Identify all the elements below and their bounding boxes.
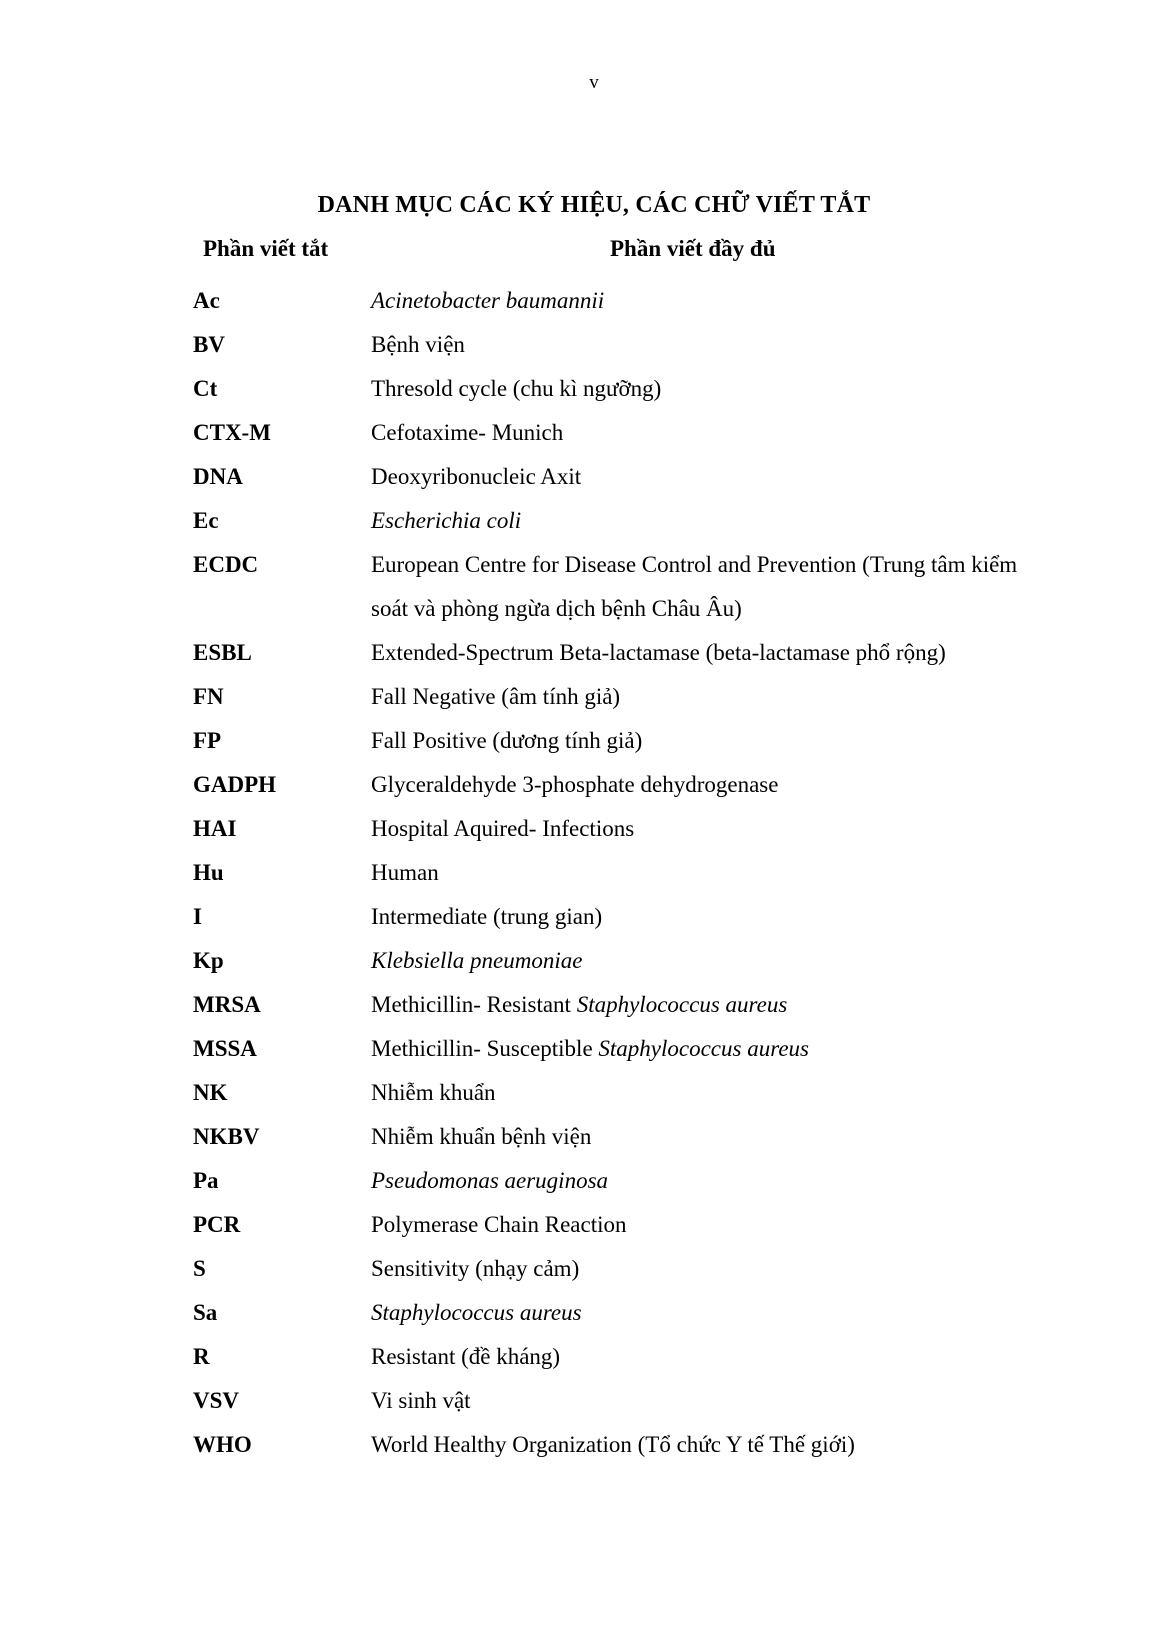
definition-segment: Vi sinh vật — [371, 1388, 471, 1413]
definition-italic-segment: Klebsiella pneumoniae — [371, 948, 583, 973]
definition-segment: Thresold cycle (chu kì ngưỡng) — [371, 376, 662, 401]
definition-segment: Extended-Spectrum Beta-lactamase (beta-lactamase phổ rộng) — [371, 640, 946, 665]
table-row — [0, 1379, 1158, 1423]
definition-segment: Cefotaxime- Munich — [371, 420, 564, 445]
abbreviation-term: Ct — [193, 376, 218, 401]
abbreviation-definition — [371, 1247, 1041, 1291]
abbreviation-term: NKBV — [193, 1124, 260, 1149]
abbreviation-term: GADPH — [193, 772, 277, 797]
abbreviation-term: FN — [193, 684, 224, 709]
abbreviation-definition — [371, 851, 1041, 895]
abbreviation-definition — [371, 1115, 1041, 1159]
table-row — [0, 1423, 1158, 1467]
abbreviation-list — [0, 279, 1158, 1467]
abbreviation-definition — [371, 763, 1041, 807]
abbreviation-term: Pa — [193, 1168, 219, 1193]
definition-segment: European Centre for Disease Control and Prevention (Trung tâm kiểm soát và phòng ngừa dịch bệnh Châu Âu) — [371, 552, 1018, 621]
page-title: DANH MỤC CÁC KÝ HIỆU, CÁC CHỮ VIẾT TẮT — [317, 192, 871, 218]
definition-segment: World Healthy Organization (Tổ chức Y tế Thế giới) — [371, 1432, 855, 1457]
table-row — [0, 807, 1158, 851]
definition-segment: Nhiễm khuẩn — [371, 1080, 496, 1105]
abbreviation-term: Sa — [193, 1300, 218, 1325]
table-row — [0, 1159, 1158, 1203]
abbreviation-term: I — [193, 904, 202, 929]
table-row — [0, 279, 1158, 323]
abbreviation-definition — [371, 895, 1041, 939]
definition-italic-segment: Escherichia coli — [371, 508, 522, 533]
definition-italic-segment: Staphylococcus aureus — [598, 1036, 809, 1061]
abbreviation-term: FP — [193, 728, 222, 753]
abbreviation-term: CTX-M — [193, 420, 271, 445]
definition-italic-segment: Staphylococcus aureus — [576, 992, 788, 1017]
definition-segment: Glyceraldehyde 3-phosphate dehydrogenase — [371, 772, 779, 797]
abbreviation-definition — [371, 983, 1041, 1027]
abbreviation-term: WHO — [193, 1432, 252, 1457]
abbreviation-definition — [371, 1071, 1041, 1115]
abbreviation-term: BV — [193, 332, 225, 357]
abbreviation-definition — [371, 1379, 1041, 1423]
table-row — [0, 719, 1158, 763]
table-row — [0, 1291, 1158, 1335]
table-row — [0, 1335, 1158, 1379]
definition-italic-segment: Pseudomonas aeruginosa — [371, 1168, 609, 1193]
abbreviation-term: Ec — [193, 508, 219, 533]
abbreviation-definition — [371, 411, 1041, 455]
definition-segment: Methicillin- Resistant — [371, 992, 577, 1017]
abbreviation-definition — [371, 543, 1041, 631]
definition-segment: Polymerase Chain Reaction — [371, 1212, 627, 1237]
abbreviation-definition — [371, 279, 1041, 323]
abbreviation-definition — [371, 1203, 1041, 1247]
abbreviation-definition — [371, 1291, 1041, 1335]
table-row — [0, 1247, 1158, 1291]
table-row — [0, 675, 1158, 719]
definition-italic-segment: Staphylococcus aureus — [371, 1300, 582, 1325]
abbreviation-term: MSSA — [193, 1036, 257, 1061]
abbreviation-definition — [371, 455, 1041, 499]
definition-segment: Bệnh viện — [371, 332, 465, 357]
abbreviation-term: DNA — [193, 464, 243, 489]
abbreviation-definition — [371, 719, 1041, 763]
abbreviation-term: ECDC — [193, 552, 259, 577]
column-header-abbreviation: Phần viết tắt — [203, 236, 329, 261]
table-row — [0, 939, 1158, 983]
abbreviation-term: ESBL — [193, 640, 252, 665]
table-row — [0, 367, 1158, 411]
definition-segment: Fall Negative (âm tính giả) — [371, 684, 621, 709]
table-row — [0, 895, 1158, 939]
table-row — [0, 543, 1158, 631]
abbreviation-term: PCR — [193, 1212, 241, 1237]
abbreviation-definition — [371, 807, 1041, 851]
abbreviation-term: S — [193, 1256, 206, 1281]
abbreviation-term: Ac — [193, 288, 220, 313]
abbreviation-term: NK — [193, 1080, 228, 1105]
abbreviation-definition — [371, 1423, 1041, 1467]
table-row — [0, 763, 1158, 807]
abbreviation-definition — [371, 499, 1041, 543]
column-header-full-form: Phần viết đầy đủ — [610, 236, 776, 261]
definition-segment: Human — [371, 860, 439, 885]
definition-segment: Hospital Aquired- Infections — [371, 816, 635, 841]
definition-segment: Sensitivity (nhạy cảm) — [371, 1256, 580, 1281]
page-number: v — [589, 72, 599, 93]
table-row — [0, 983, 1158, 1027]
table-row — [0, 455, 1158, 499]
definition-segment: Nhiễm khuẩn bệnh viện — [371, 1124, 592, 1149]
definition-segment: Intermediate (trung gian) — [371, 904, 603, 929]
definition-segment: Deoxyribonucleic Axit — [371, 464, 582, 489]
abbreviation-term: VSV — [193, 1388, 240, 1413]
table-row — [0, 1027, 1158, 1071]
abbreviation-definition — [371, 1335, 1041, 1379]
abbreviation-definition — [371, 323, 1041, 367]
abbreviation-term: R — [193, 1344, 210, 1369]
definition-segment: Resistant (đề kháng) — [371, 1344, 561, 1369]
abbreviation-definition — [371, 367, 1041, 411]
table-row — [0, 1203, 1158, 1247]
abbreviation-definition — [371, 1159, 1041, 1203]
abbreviation-term: HAI — [193, 816, 237, 841]
table-row — [0, 411, 1158, 455]
table-row — [0, 323, 1158, 367]
abbreviation-definition — [371, 675, 1041, 719]
table-row — [0, 1071, 1158, 1115]
table-row — [0, 1115, 1158, 1159]
abbreviation-definition — [371, 939, 1041, 983]
definition-segment: Methicillin- Susceptible — [371, 1036, 599, 1061]
abbreviation-term: Hu — [193, 860, 224, 885]
table-row — [0, 851, 1158, 895]
abbreviation-term: MRSA — [193, 992, 261, 1017]
definition-segment: Fall Positive (dương tính giả) — [371, 728, 643, 753]
abbreviation-definition — [371, 1027, 1041, 1071]
abbreviation-term: Kp — [193, 948, 224, 973]
definition-italic-segment: Acinetobacter baumannii — [371, 288, 605, 313]
table-row — [0, 631, 1158, 675]
abbreviation-definition — [371, 631, 1041, 675]
table-row — [0, 499, 1158, 543]
